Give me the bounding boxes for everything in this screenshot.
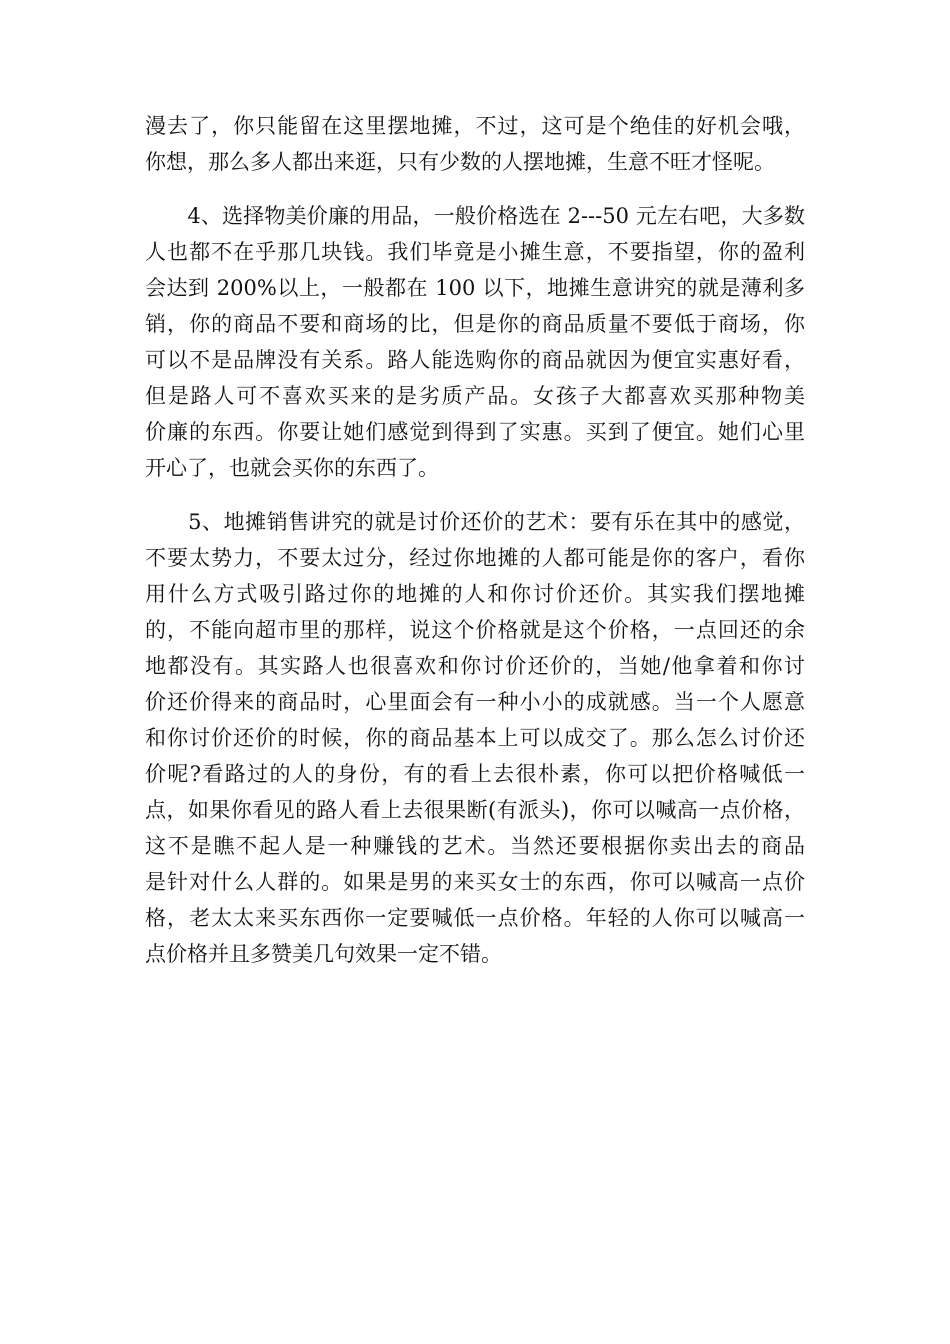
text-line: 但是路人可不喜欢买来的是劣质产品。女孩子大都喜欢买那种物美 (145, 384, 805, 408)
text-line: 5、地摊销售讲究的就是讨价还价的艺术：要有乐在其中的感觉， (145, 510, 805, 534)
paragraph-gap (145, 486, 805, 504)
text-line: 点价格并且多赞美几句效果一定不错。 (145, 942, 502, 966)
paragraph-item-5 (145, 504, 805, 972)
text-line: 可以不是品牌没有关系。路人能选购你的商品就因为便宜实惠好看， (145, 348, 805, 372)
text-line: 格，老太太来买东西你一定要喊低一点价格。年轻的人你可以喊高一 (145, 906, 805, 930)
text-line: 的，不能向超市里的那样，说这个价格就是这个价格，一点回还的余 (145, 618, 805, 642)
text-line: 4、选择物美价廉的用品，一般价格选在 2---50 元左右吧，大多数 (145, 204, 805, 228)
text-line: 价廉的东西。你要让她们感觉到得到了实惠。买到了便宜。她们心里 (145, 420, 805, 444)
text-line: 漫去了，你只能留在这里摆地摊，不过，这可是个绝佳的好机会哦， (145, 114, 805, 138)
paragraph-item-4 (145, 198, 805, 486)
text-line: 开心了，也就会买你的东西了。 (145, 456, 439, 480)
text-line: 价还价得来的商品时，心里面会有一种小小的成就感。当一个人愿意 (145, 690, 805, 714)
text-line: 销，你的商品不要和商场的比，但是你的商品质量不要低于商场，你 (145, 312, 805, 336)
text-line: 会达到 200%以上，一般都在 100 以下，地摊生意讲究的就是薄利多 (145, 276, 805, 300)
text-line: 这不是瞧不起人是一种赚钱的艺术。当然还要根据你卖出去的商品 (145, 834, 805, 858)
text-line: 你想，那么多人都出来逛，只有少数的人摆地摊，生意不旺才怪呢。 (145, 150, 775, 174)
text-line: 用什么方式吸引路过你的地摊的人和你讨价还价。其实我们摆地摊 (145, 582, 805, 606)
text-line: 不要太势力，不要太过分，经过你地摊的人都可能是你的客户，看你 (145, 546, 805, 570)
text-line: 地都没有。其实路人也很喜欢和你讨价还价的，当她/他拿着和你讨 (145, 654, 805, 678)
text-line: 和你讨价还价的时候，你的商品基本上可以成交了。那么怎么讨价还 (145, 726, 805, 750)
text-line: 点，如果你看见的路人看上去很果断(有派头)，你可以喊高一点价格， (145, 798, 805, 822)
paragraph-continuation (145, 108, 805, 180)
paragraph-gap (145, 180, 805, 198)
document-body (145, 108, 805, 972)
text-line: 价呢?看路过的人的身份，有的看上去很朴素，你可以把价格喊低一 (145, 762, 805, 786)
text-line: 人也都不在乎那几块钱。我们毕竟是小摊生意，不要指望，你的盈利 (145, 240, 805, 264)
text-line: 是针对什么人群的。如果是男的来买女士的东西，你可以喊高一点价 (145, 870, 805, 894)
